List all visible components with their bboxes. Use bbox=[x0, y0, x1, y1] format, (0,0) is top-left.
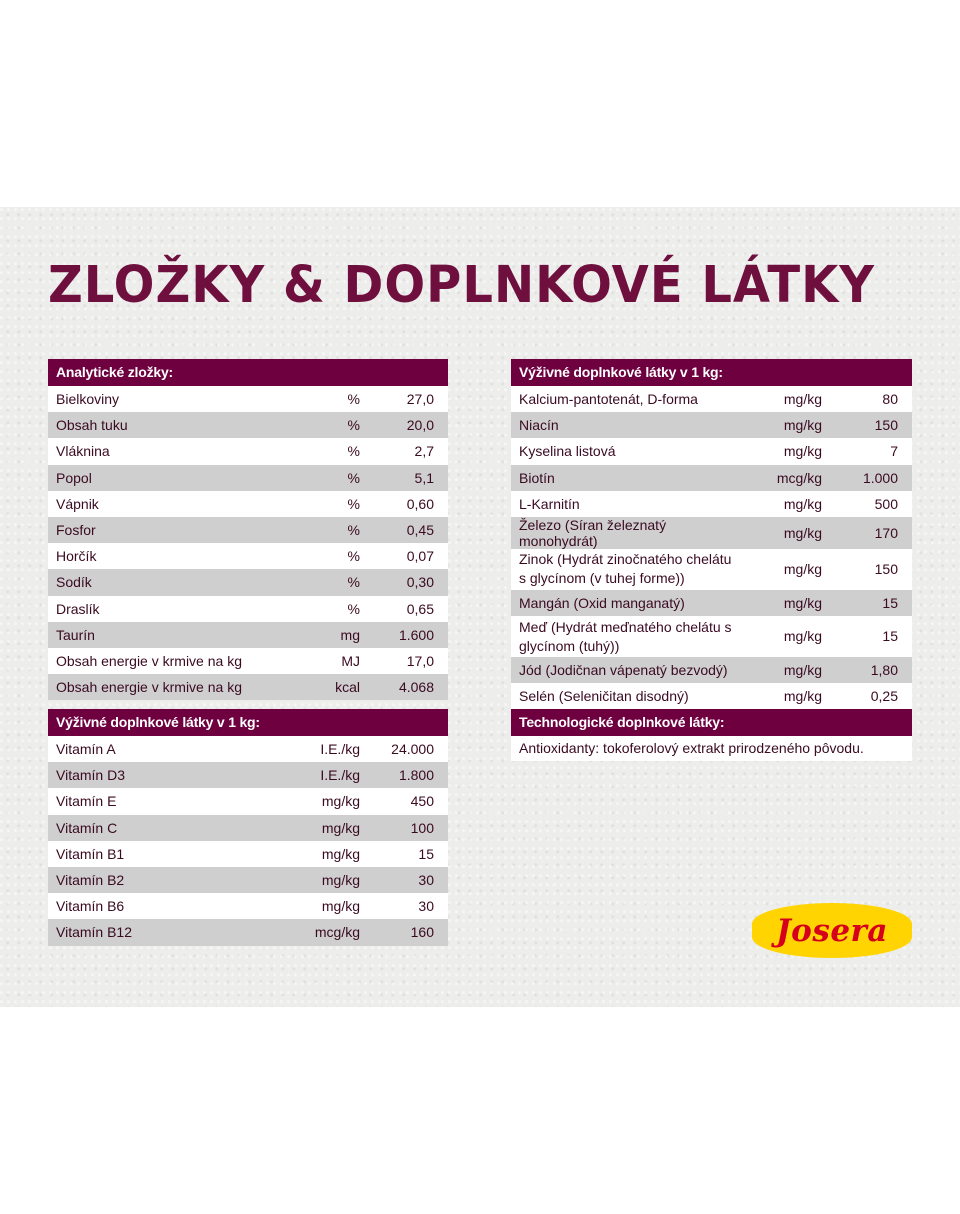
row-unit: mg/kg bbox=[783, 595, 822, 612]
table-row bbox=[511, 465, 912, 491]
row-value: 30 bbox=[418, 872, 434, 889]
table-row bbox=[511, 616, 912, 657]
row-value: 100 bbox=[410, 819, 434, 836]
row-value: 15 bbox=[882, 595, 898, 612]
row-value: 15 bbox=[882, 628, 898, 645]
table-row bbox=[48, 893, 448, 919]
row-name: Vitamín E bbox=[56, 793, 117, 810]
row-value: 17,0 bbox=[406, 652, 434, 669]
technological-table bbox=[511, 709, 912, 761]
row-value: 24.000 bbox=[391, 741, 434, 758]
technological-text: Antioxidanty: tokoferolový extrakt prirodzeného pôvodu. bbox=[511, 736, 912, 761]
row-name: Kalcium-pantotenát, D-forma bbox=[519, 391, 698, 408]
row-value: 170 bbox=[874, 524, 898, 541]
table-row bbox=[48, 438, 448, 464]
row-name: Vitamín A bbox=[56, 741, 116, 758]
row-value: 80 bbox=[882, 391, 898, 408]
row-unit: mg/kg bbox=[783, 560, 822, 577]
row-unit: kcal bbox=[335, 679, 360, 696]
row-value: 150 bbox=[874, 417, 898, 434]
row-unit: mcg/kg bbox=[776, 469, 822, 486]
row-unit: mg/kg bbox=[783, 524, 822, 541]
logo-text: Josera bbox=[776, 912, 888, 949]
row-name: Jód (Jodičnan vápenatý bezvodý) bbox=[519, 662, 728, 679]
row-value: 450 bbox=[410, 793, 434, 810]
row-value: 1.600 bbox=[398, 626, 434, 643]
row-name: Obsah tuku bbox=[56, 417, 128, 434]
table-row bbox=[511, 438, 912, 464]
row-unit: I.E./kg bbox=[320, 741, 360, 758]
table-row bbox=[48, 596, 448, 622]
row-unit: mg/kg bbox=[783, 443, 822, 460]
nutritional-rows bbox=[511, 386, 912, 710]
table-row bbox=[511, 412, 912, 438]
row-value: 30 bbox=[418, 898, 434, 915]
table-row bbox=[511, 683, 912, 709]
row-name: Železo (Síran železnatý monohydrát) bbox=[519, 516, 667, 549]
row-unit: mg/kg bbox=[783, 628, 822, 645]
row-value: 0,65 bbox=[406, 600, 434, 617]
row-name: Kyselina listová bbox=[519, 443, 616, 460]
row-value: 0,60 bbox=[406, 495, 434, 512]
table-row bbox=[48, 412, 448, 438]
nutritional-table bbox=[511, 359, 912, 710]
table-row bbox=[48, 517, 448, 543]
row-unit: % bbox=[347, 548, 360, 565]
row-value: 15 bbox=[418, 845, 434, 862]
analytical-header: Analytické zložky: bbox=[48, 359, 448, 386]
vitamins-header: Výživné doplnkové látky v 1 kg: bbox=[48, 709, 448, 736]
row-name: Mangán (Oxid manganatý) bbox=[519, 595, 685, 612]
row-unit: mg/kg bbox=[321, 819, 360, 836]
row-unit: MJ bbox=[341, 652, 360, 669]
row-name: Vitamín B2 bbox=[56, 872, 125, 889]
row-unit: % bbox=[347, 469, 360, 486]
table-row bbox=[511, 491, 912, 517]
row-value: 2,7 bbox=[414, 443, 434, 460]
row-name: Zinok (Hydrát zinočnatého chelátu s glycínom (v tuhej forme)) bbox=[519, 551, 732, 587]
row-value: 20,0 bbox=[406, 417, 434, 434]
row-unit: mg/kg bbox=[783, 391, 822, 408]
row-name: Vitamín D3 bbox=[56, 767, 125, 784]
row-unit: mg/kg bbox=[783, 688, 822, 705]
nutritional-header: Výživné doplnkové látky v 1 kg: bbox=[511, 359, 912, 386]
row-name: Selén (Seleničitan disodný) bbox=[519, 688, 689, 705]
analytical-table bbox=[48, 359, 448, 700]
row-name: Obsah energie v krmive na kg bbox=[56, 679, 242, 696]
row-unit: % bbox=[347, 391, 360, 408]
table-row bbox=[48, 788, 448, 814]
row-name: Taurín bbox=[56, 626, 95, 643]
row-value: 160 bbox=[410, 924, 434, 941]
vitamins-rows bbox=[48, 736, 448, 946]
row-value: 7 bbox=[890, 443, 898, 460]
table-row bbox=[511, 657, 912, 683]
row-unit: % bbox=[347, 443, 360, 460]
row-unit: mg/kg bbox=[783, 662, 822, 679]
table-row bbox=[511, 590, 912, 616]
josera-logo bbox=[752, 903, 912, 958]
table-row bbox=[48, 919, 448, 945]
table-row bbox=[48, 543, 448, 569]
table-row bbox=[48, 569, 448, 595]
page-title: ZLOŽKY & DOPLNKOVÉ LÁTKY bbox=[48, 255, 876, 315]
row-unit: % bbox=[347, 574, 360, 591]
row-value: 150 bbox=[874, 560, 898, 577]
row-unit: mg/kg bbox=[321, 793, 360, 810]
row-name: Bielkoviny bbox=[56, 391, 120, 408]
row-unit: % bbox=[347, 522, 360, 539]
row-value: 1.800 bbox=[398, 767, 434, 784]
row-value: 1,80 bbox=[870, 662, 898, 679]
row-value: 4.068 bbox=[398, 679, 434, 696]
table-row bbox=[48, 867, 448, 893]
row-name: Obsah energie v krmive na kg bbox=[56, 652, 242, 669]
table-row bbox=[511, 517, 912, 549]
row-unit: mg/kg bbox=[783, 495, 822, 512]
table-row bbox=[48, 762, 448, 788]
table-row bbox=[48, 841, 448, 867]
row-value: 27,0 bbox=[406, 391, 434, 408]
table-row bbox=[48, 386, 448, 412]
table-row bbox=[48, 815, 448, 841]
row-name: Vitamín B1 bbox=[56, 845, 125, 862]
row-name: Niacín bbox=[519, 417, 559, 434]
table-row bbox=[511, 386, 912, 412]
row-value: 0,45 bbox=[406, 522, 434, 539]
row-unit: I.E./kg bbox=[320, 767, 360, 784]
row-value: 5,1 bbox=[414, 469, 434, 486]
table-row bbox=[48, 736, 448, 762]
vitamins-table bbox=[48, 709, 448, 946]
row-value: 500 bbox=[874, 495, 898, 512]
row-name: Vláknina bbox=[56, 443, 110, 460]
table-row bbox=[48, 465, 448, 491]
row-unit: % bbox=[347, 417, 360, 434]
row-name: Horčík bbox=[56, 548, 97, 565]
table-row bbox=[511, 549, 912, 590]
table-row bbox=[48, 648, 448, 674]
row-value: 0,07 bbox=[406, 548, 434, 565]
row-value: 0,25 bbox=[870, 688, 898, 705]
row-name: Biotín bbox=[519, 469, 555, 486]
row-name: Vitamín C bbox=[56, 819, 118, 836]
row-name: Meď (Hydrát meďnatého chelátu s glycínom (tuhý)) bbox=[519, 618, 732, 654]
row-name: Vápnik bbox=[56, 495, 99, 512]
row-name: L-Karnitín bbox=[519, 495, 580, 512]
analytical-rows bbox=[48, 386, 448, 700]
table-row bbox=[48, 491, 448, 517]
row-unit: mg/kg bbox=[321, 898, 360, 915]
row-name: Vitamín B12 bbox=[56, 924, 133, 941]
row-name: Draslík bbox=[56, 600, 100, 617]
row-name: Sodík bbox=[56, 574, 92, 591]
row-value: 0,30 bbox=[406, 574, 434, 591]
technological-header: Technologické doplnkové látky: bbox=[511, 709, 912, 736]
row-name: Vitamín B6 bbox=[56, 898, 125, 915]
table-row bbox=[48, 622, 448, 648]
row-name: Fosfor bbox=[56, 522, 96, 539]
row-unit: mg/kg bbox=[321, 845, 360, 862]
row-unit: % bbox=[347, 600, 360, 617]
table-row bbox=[48, 674, 448, 700]
row-unit: mcg/kg bbox=[314, 924, 360, 941]
row-unit: mg/kg bbox=[321, 872, 360, 889]
row-name: Popol bbox=[56, 469, 92, 486]
row-unit: mg bbox=[340, 626, 360, 643]
row-unit: % bbox=[347, 495, 360, 512]
row-value: 1.000 bbox=[862, 469, 898, 486]
row-unit: mg/kg bbox=[783, 417, 822, 434]
